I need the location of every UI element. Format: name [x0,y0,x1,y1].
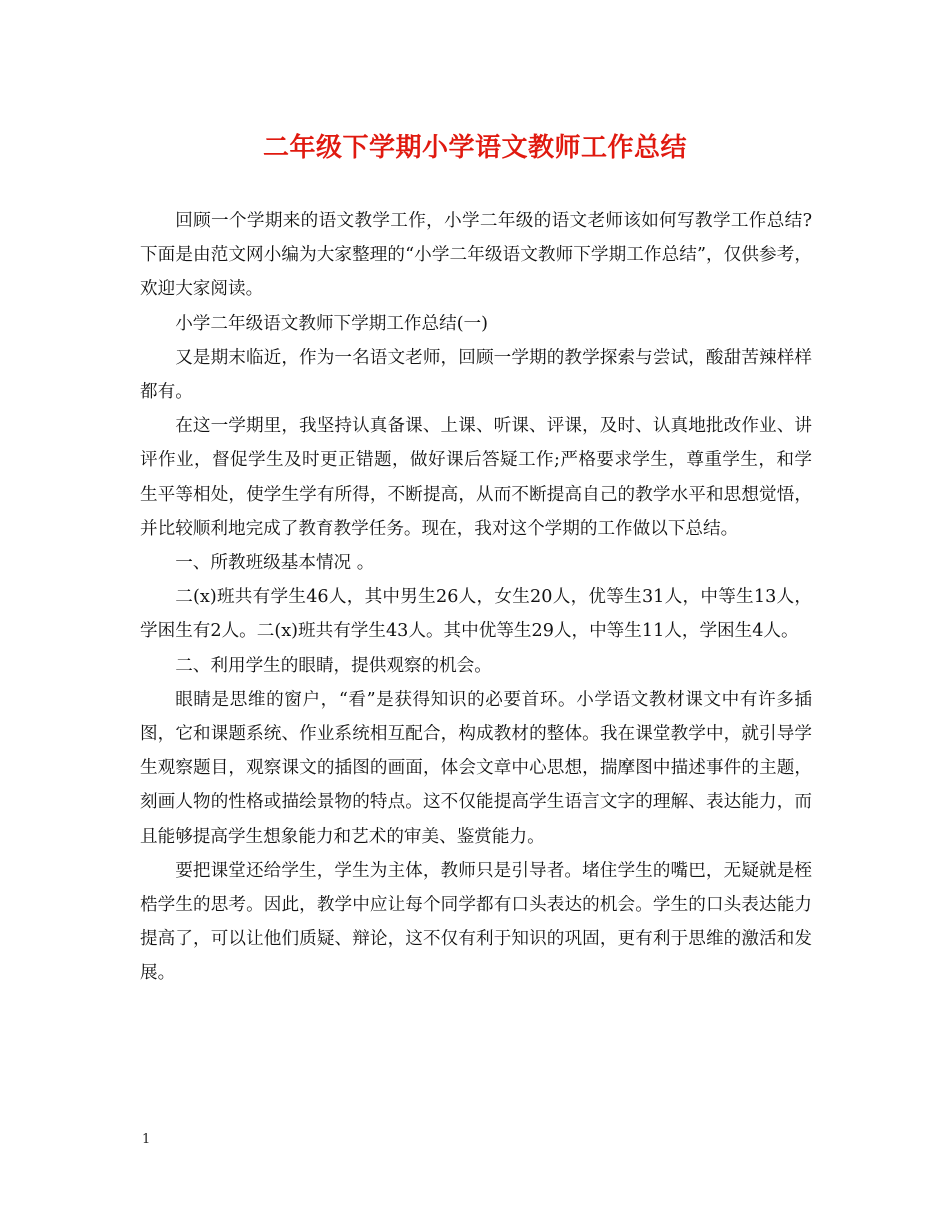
section-heading-class-info: 一、所教班级基本情况 。 [175,553,375,574]
page-number: 1 [142,1132,151,1147]
paragraph-teaching-work: 在这一学期里，我坚持认真备课、上课、听课、评课，及时、认真地批改作业、讲评作业，督促学生及时更正错题，做好课后答疑工作;严格要求学生，尊重学生，和学生平等相处，使学生学有所得，不断提高，从而不断提高自己的教学水平和思想觉悟，并比较顺利地完成了教育教学任务。现在，我对这个学期的工作做以下总结。 [140,416,812,539]
paragraph-classroom: 要把课堂还给学生，学生为主体，教师只是引导者。堵住学生的嘴巴，无疑就是桎梏学生的思考。因此，教学中应让每个同学都有口头表达的机会。学生的口头表达能力提高了，可以让他们质疑、辩论，这不仅有利于知识的巩固，更有利于思维的激活和发展。 [140,860,812,984]
paragraph-observation: 眼睛是思维的窗户，“看”是获得知识的必要首环。小学语文教材课文中有许多插图，它和课题系统、作业系统相互配合，构成教材的整体。我在课堂教学中，就引导学生观察题目，观察课文的插图的画面，体会文章中心思想，揣摩图中描述事件的主题，刻画人物的性格或描绘景物的特点。这不仅能提高学生语言文字的理解、表达能力，而且能够提高学生想象能力和艺术的审美、鉴赏能力。 [140,689,812,847]
document-title: 二年级下学期小学语文教师工作总结 [262,133,687,163]
paragraph-intro: 回顾一个学期来的语文教学工作，小学二年级的语文老师该如何写教学工作总结?下面是由范文网小编为大家整理的“小学二年级语文教师下学期工作总结”，仅供参考，欢迎大家阅读。 [140,211,812,300]
paragraph-class-stats: 二(x)班共有学生46人，其中男生26人，女生20人，优等生31人，中等生13人，学困生有2人。二(x)班共有学生43人。其中优等生29人，中等生11人，学困生4人。 [140,587,812,642]
document-body [140,204,812,991]
section-heading-observation: 二、利用学生的眼睛，提供观察的机会。 [175,655,492,676]
section-heading-summary-one: 小学二年级语文教师下学期工作总结(一) [175,313,489,334]
paragraph-term-end: 又是期末临近，作为一名语文老师，回顾一学期的教学探索与尝试，酸甜苦辣样样都有。 [140,347,812,403]
